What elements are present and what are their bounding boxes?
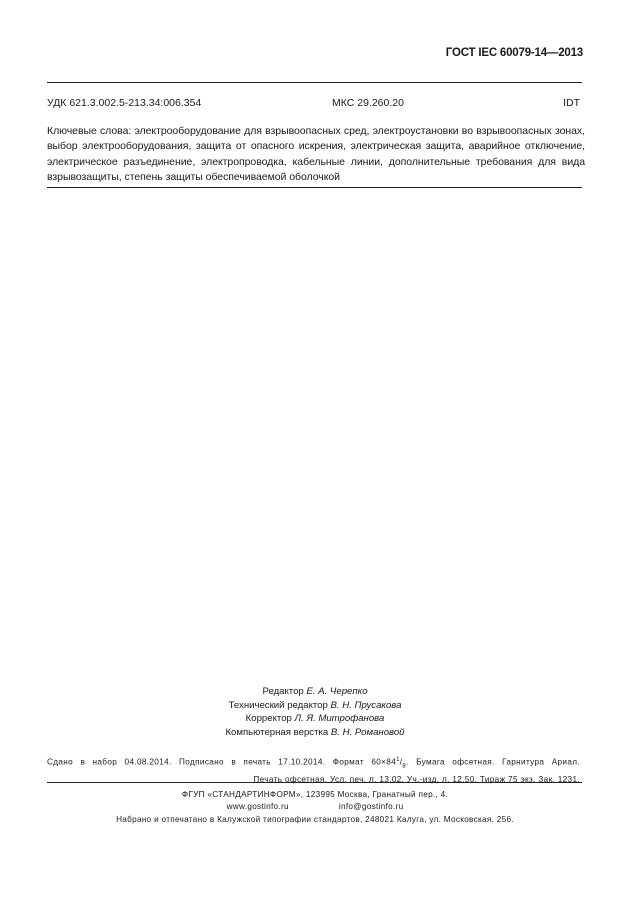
credit-tech-editor: Технический редактор В. Н. Прусакова (228, 699, 402, 711)
publisher-contacts (0, 801, 630, 813)
website-link[interactable]: www.gostinfo.ru (226, 802, 289, 812)
classification-row (47, 97, 580, 109)
email-link[interactable]: info@gostinfo.ru (338, 802, 404, 812)
publisher-info (0, 789, 630, 826)
keywords-rule (47, 187, 582, 188)
credit-corrector: Корректор Л. Я. Митрофанова (245, 713, 385, 725)
editorial-credits (0, 685, 630, 740)
print-info-line1: Сдано в набор 04.08.2014. Подписано в печать 17.10.2014. Формат $60\times 84^1/_8$. Бумага офсетная. Гарнитура Ариал. (47, 757, 580, 770)
publisher-rule (47, 782, 582, 783)
udk-code: УДК 621.3.002.5-213.34:006.354 (47, 97, 202, 109)
equivalence-code: IDT (563, 97, 580, 109)
print-info-line2: Печать офсетная. Усл. печ. л. 13,02. Уч.-изд. л. 12,50. Тираж 75 экз. Зак. 1231. (253, 775, 580, 785)
credit-layout: Компьютерная верстка В. Н. Романовой (225, 727, 405, 739)
publisher-org: ФГУП «СТАНДАРТИНФОРМ», 123995 Москва, Гранатный пер., 4. (181, 790, 449, 799)
credit-editor: Редактор Е. А. Черепко (262, 686, 368, 697)
mks-code: МКС 29.260.20 (332, 97, 404, 109)
printing-house: Набрано и отпечатано в Калужской типографии стандартов, 248021 Калуга, ул. Московская, 256. (116, 814, 514, 824)
keywords-paragraph: Ключевые слова: электрооборудование для взрывоопасных сред, электроустановки во взрывоопасных зонах, выбор электрооборудования, защита от опасного искрения, электрическая защита, аварийное отключение, электрическое разъединение, электропроводка, кабельные линии, дополнительные требования для вида взрывозащиты, степень защиты обеспечиваемой оболочкой (47, 125, 585, 183)
standard-code: ГОСТ IEC 60079-14—2013 (445, 47, 583, 59)
header-rule (47, 82, 582, 83)
